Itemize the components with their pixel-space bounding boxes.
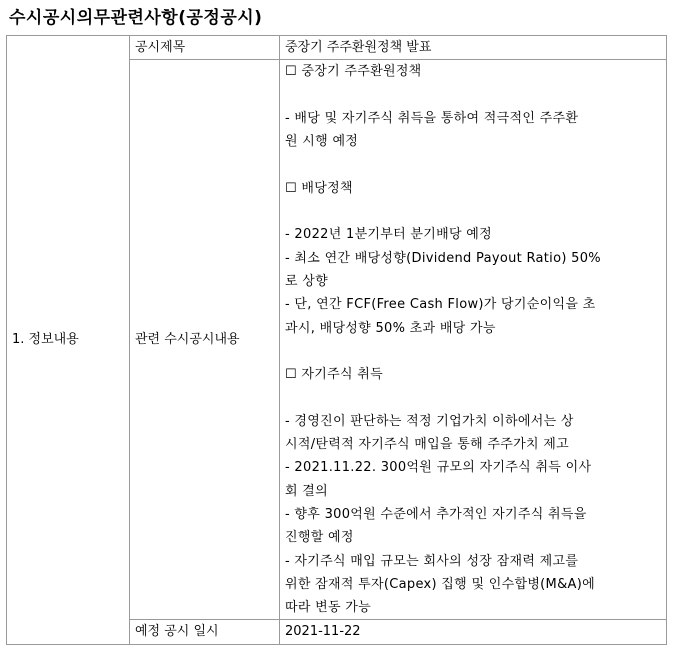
details-line: 회 결의 [285, 483, 329, 499]
details-line: ☐ 자기주식 취득 [285, 367, 383, 383]
details-line: - 2021.11.22. 300억원 규모의 자기주식 취득 이사 [285, 460, 592, 476]
details-line [285, 153, 661, 176]
details-line: 원 시행 예정 [285, 134, 359, 150]
table-row-subject [7, 36, 667, 60]
details-line: - 배당 및 자기주식 취득을 통하여 적극적인 주주환 [285, 110, 579, 126]
details-line: ☐ 중장기 주주환원정책 [285, 64, 422, 80]
details-line: 과시, 배당성향 50% 초과 배당 가능 [285, 320, 496, 336]
details-line: - 2022년 1분기부터 분기배당 예정 [285, 227, 493, 243]
date-value: 2021-11-22 [280, 620, 667, 644]
subject-value: 중장기 주주환원정책 발표 [280, 36, 667, 60]
details-line: - 최소 연간 배당성향(Dividend Payout Ratio) 50% [285, 250, 601, 266]
details-line: ☐ 배당정책 [285, 180, 353, 196]
date-label: 예정 공시 일시 [130, 620, 280, 644]
details-line [285, 340, 661, 363]
details-line: 위한 잠재적 투자(Capex) 집행 및 인수합병(M&A)에 [285, 576, 595, 592]
details-line [285, 84, 661, 107]
details-line [285, 386, 661, 409]
details-line: - 단, 연간 FCF(Free Cash Flow)가 당기순이익을 초 [285, 297, 596, 313]
subject-label: 공시제목 [130, 36, 280, 60]
details-line: 시적/탄력적 자기주식 매입을 통해 주주가치 제고 [285, 437, 570, 453]
details-line: 진행할 예정 [285, 530, 354, 546]
details-content [280, 60, 667, 620]
section-label-cell: 1. 정보내용 [7, 36, 130, 645]
details-line: - 자기주식 매입 규모는 회사의 성장 잠재력 제고를 [285, 553, 579, 569]
page-title: 수시공시의무관련사항(공정공시) [9, 8, 263, 28]
details-line [285, 200, 661, 223]
details-line: - 향후 300억원 수준에서 추가적인 자기주식 취득을 [285, 506, 587, 522]
details-line: 따라 변동 가능 [285, 600, 372, 616]
details-line: - 경영진이 판단하는 적정 기업가치 이하에서는 상 [285, 413, 574, 429]
disclosure-table [6, 35, 667, 645]
details-line: 로 상향 [285, 273, 329, 289]
details-label: 관련 수시공시내용 [130, 60, 280, 620]
